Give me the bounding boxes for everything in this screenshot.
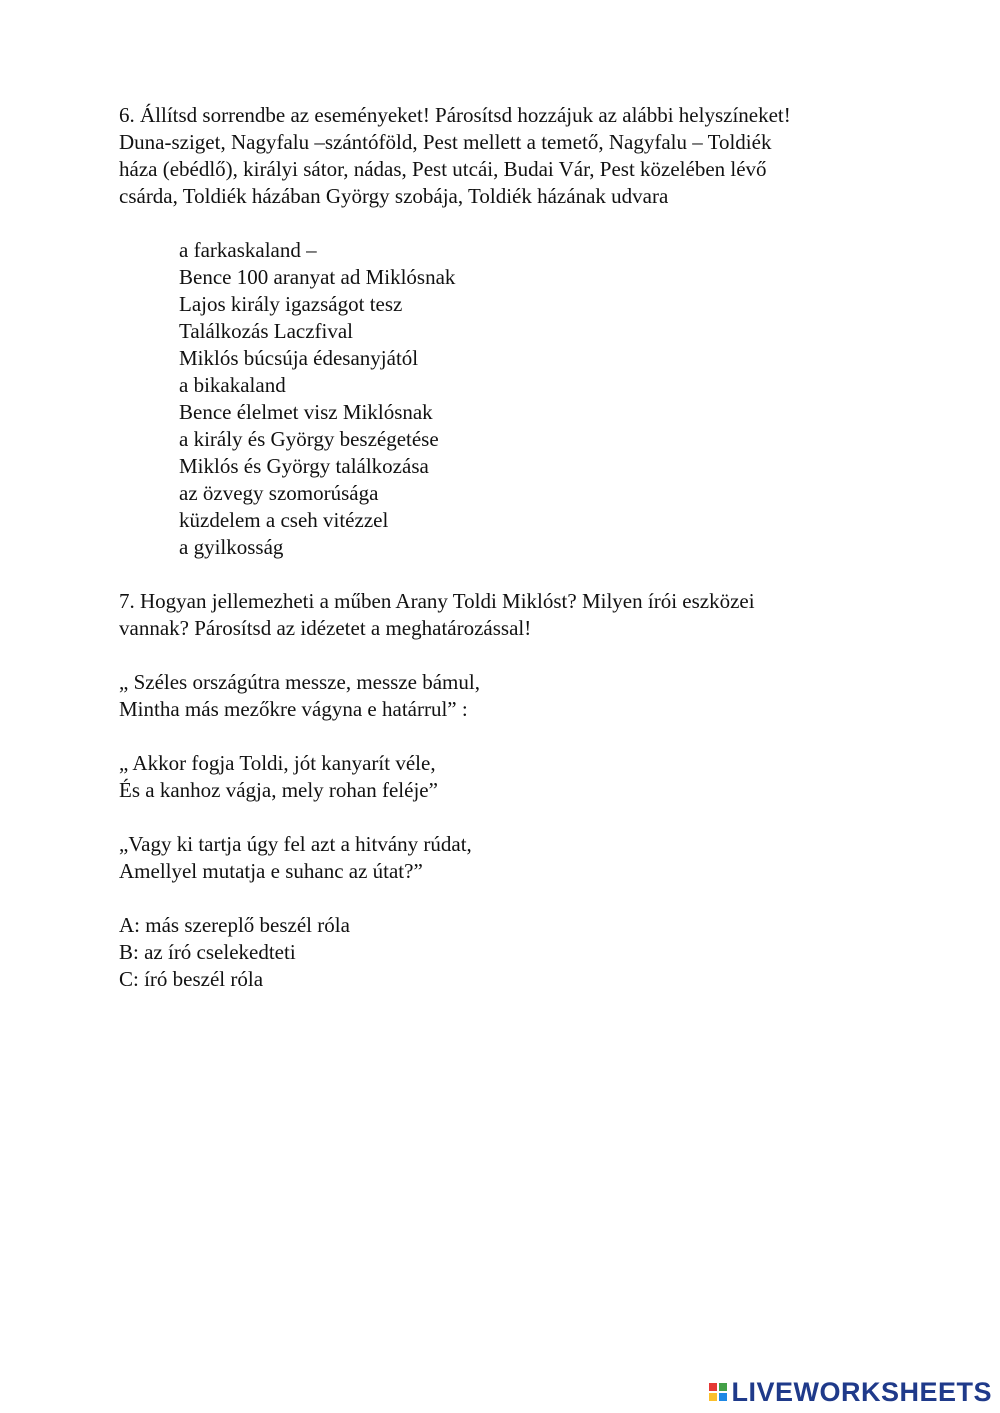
liveworksheets-watermark [709,1377,992,1407]
quote-line: „ Széles országútra messze, messze bámul, [119,670,480,694]
event-list [119,237,899,561]
event-item: a király és György beszégetése [179,427,439,451]
quote-3 [119,831,899,885]
question-6-intro-line: 6. Állítsd sorrendbe az eseményeket! Párosítsd hozzájuk az alábbi helyszíneket! [119,103,791,127]
liveworksheets-logo-icon [709,1383,727,1401]
logo-square [719,1383,727,1391]
answer-option: B: az író cselekedteti [119,940,296,964]
answer-option: C: író beszél róla [119,967,264,991]
question-6-intro-line: csárda, Toldiék házában György szobája, Toldiék házának udvara [119,184,669,208]
logo-square [719,1393,727,1401]
question-6-intro [119,102,899,210]
event-item: Miklós és György találkozása [179,454,429,478]
quote-line: Mintha más mezőkre vágyna e határrul” : [119,697,468,721]
question-7-intro-line: 7. Hogyan jellemezheti a műben Arany Toldi Miklóst? Milyen írói eszközei [119,589,755,613]
event-item: Miklós búcsúja édesanyjától [179,346,419,370]
question-7-intro [119,588,899,642]
answer-options [119,912,899,993]
worksheet-page [119,102,899,993]
event-item: Lajos király igazságot tesz [179,292,403,316]
question-6-intro-line: Duna-sziget, Nagyfalu –szántóföld, Pest mellett a temető, Nagyfalu – Toldiék [119,130,772,154]
logo-square [709,1393,717,1401]
quote-line: „Vagy ki tartja úgy fel azt a hitvány rúdat, [119,832,472,856]
quote-2 [119,750,899,804]
question-7-intro-line: vannak? Párosítsd az idézetet a meghatározással! [119,616,532,640]
quote-line: És a kanhoz vágja, mely rohan feléje” [119,778,438,802]
answer-option: A: más szereplő beszél róla [119,913,350,937]
logo-square [709,1383,717,1391]
quote-line: Amellyel mutatja e suhanc az útat?” [119,859,423,883]
event-item: az özvegy szomorúsága [179,481,379,505]
event-item: a farkaskaland – [179,238,317,262]
event-item: Találkozás Laczfival [179,319,354,343]
watermark-text: LIVEWORKSHEETS [731,1376,992,1407]
event-item: a gyilkosság [179,535,284,559]
quote-line: „ Akkor fogja Toldi, jót kanyarít véle, [119,751,436,775]
event-item: a bikakaland [179,373,286,397]
event-item: Bence 100 aranyat ad Miklósnak [179,265,456,289]
quote-1 [119,669,899,723]
event-item: küzdelem a cseh vitézzel [179,508,389,532]
question-6-intro-line: háza (ebédlő), királyi sátor, nádas, Pest utcái, Budai Vár, Pest közelében lévő [119,157,767,181]
event-item: Bence élelmet visz Miklósnak [179,400,433,424]
